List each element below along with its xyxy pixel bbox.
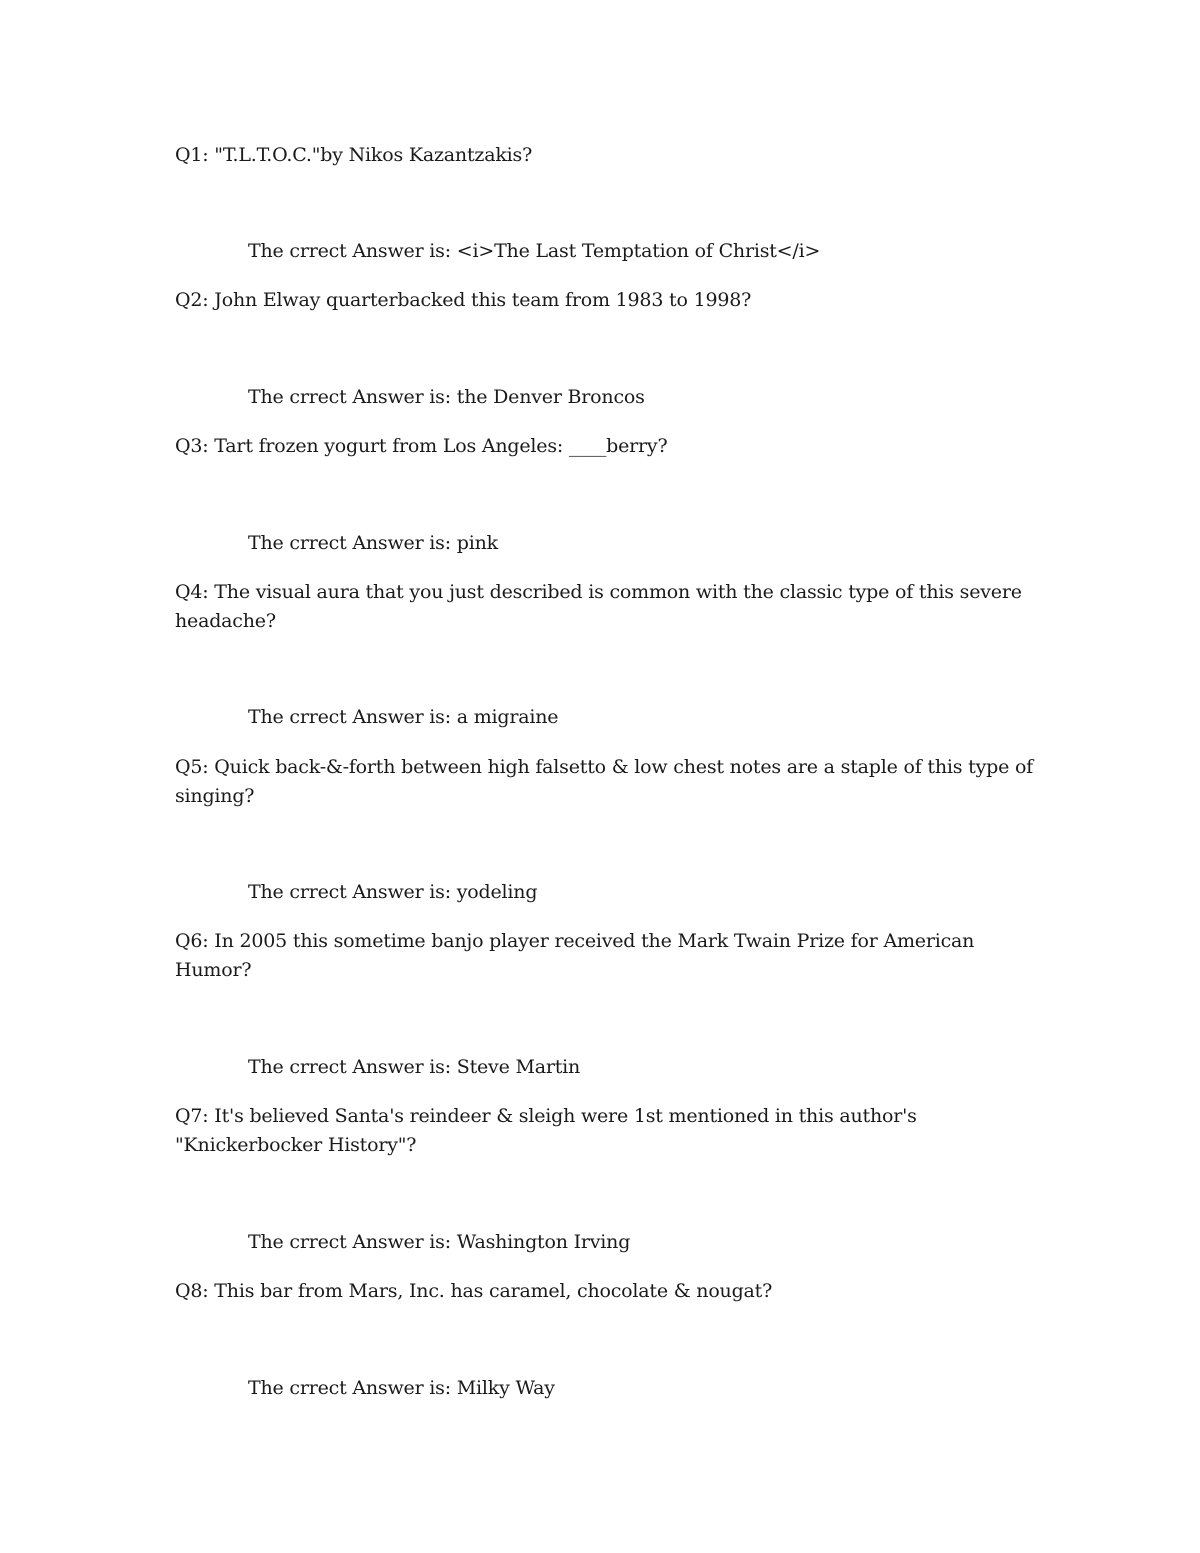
- question-7-text-line-2: "Knickerbocker History"?: [175, 1134, 417, 1156]
- answer-2-text: The crrect Answer is: the Denver Broncos: [248, 386, 645, 408]
- question-4-text-line-1: Q4: The visual aura that you just described is common with the classic type of this severe: [175, 581, 1022, 603]
- question-3-text: Q3: Tart frozen yogurt from Los Angeles: ____berry?: [175, 435, 668, 457]
- question-1-text: Q1: "T.L.T.O.C."by Nikos Kazantzakis?: [175, 144, 533, 166]
- question-5-text-line-1: Q5: Quick back-&-forth between high falsetto & low chest notes are a staple of this type of: [175, 756, 1034, 778]
- question-6-text-line-2: Humor?: [175, 959, 252, 981]
- answer-1-text: The crrect Answer is: <i>The Last Temptation of Christ</i>: [248, 240, 821, 262]
- answer-7-text: The crrect Answer is: Washington Irving: [248, 1231, 631, 1253]
- answer-5-text: The crrect Answer is: yodeling: [248, 881, 538, 903]
- answer-4-text: The crrect Answer is: a migraine: [248, 706, 559, 728]
- question-5-text-line-2: singing?: [175, 785, 255, 807]
- answer-6-text: The crrect Answer is: Steve Martin: [248, 1056, 581, 1078]
- question-2-text: Q2: John Elway quarterbacked this team from 1983 to 1998?: [175, 289, 752, 311]
- question-8-text: Q8: This bar from Mars, Inc. has caramel, chocolate & nougat?: [175, 1280, 773, 1302]
- question-7-text-line-1: Q7: It's believed Santa's reindeer & sleigh were 1st mentioned in this author's: [175, 1105, 917, 1127]
- question-6-text-line-1: Q6: In 2005 this sometime banjo player received the Mark Twain Prize for American: [175, 930, 975, 952]
- question-4-text-line-2: headache?: [175, 610, 276, 632]
- answer-8-text: The crrect Answer is: Milky Way: [248, 1377, 555, 1399]
- answer-3-text: The crrect Answer is: pink: [248, 532, 498, 554]
